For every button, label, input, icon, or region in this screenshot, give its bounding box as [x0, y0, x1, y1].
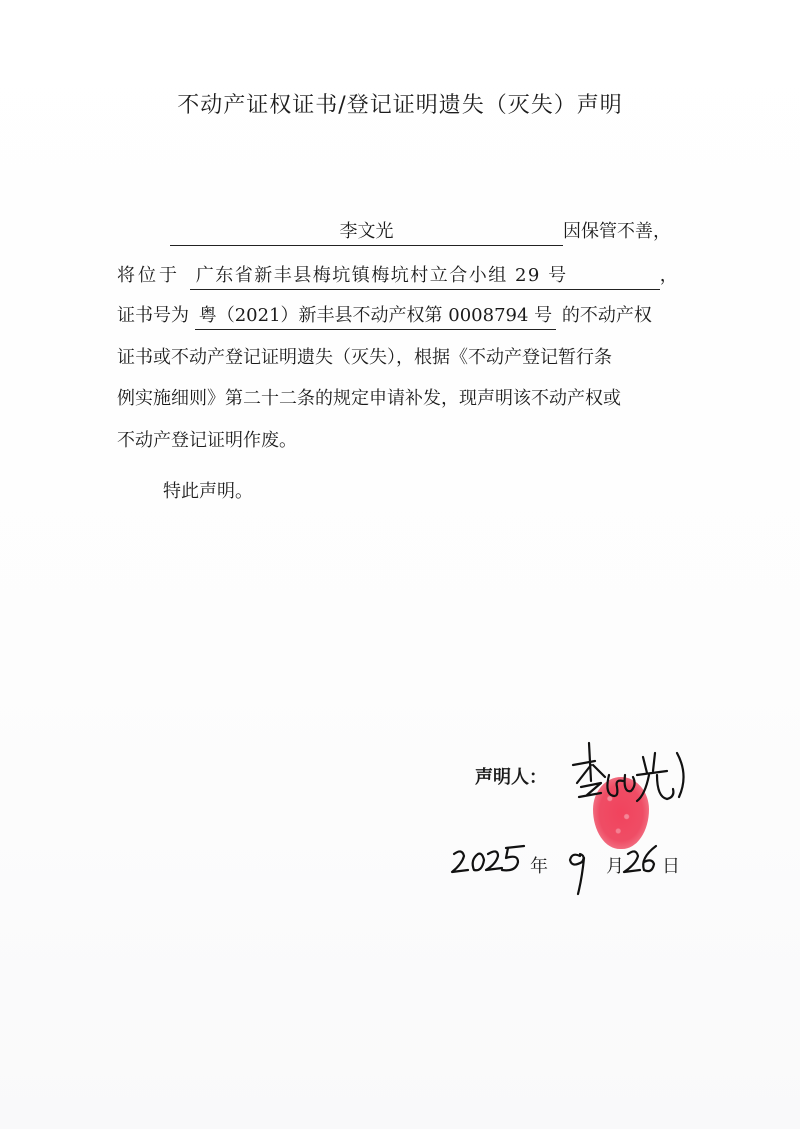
document-title: 不动产证权证书/登记证明遗失（灭失）声明 [177, 93, 623, 118]
body-line-4: 证书或不动产登记证明遗失（灭失），根据《不动产登记暂行条 [117, 347, 612, 368]
certificate-number: 粤（2021）新丰县不动产权第 0008794 号 [198, 305, 553, 326]
date-block [440, 838, 700, 908]
year-label: 年 [530, 856, 548, 877]
address-suffix: ， [659, 265, 678, 286]
handwritten-date-icon [440, 838, 700, 908]
property-address: 广东省新丰县梅坑镇梅坑村立合小组 29 号 [195, 265, 568, 286]
name-field [170, 220, 563, 246]
handwritten-signature-icon [567, 735, 707, 825]
cert-suffix: 的不动产权 [561, 305, 652, 326]
day-label: 日 [662, 856, 680, 877]
declarant-name: 李文光 [339, 221, 394, 242]
body-line-2 [117, 262, 678, 290]
certificate-number-field [195, 304, 556, 330]
body-line-7: 特此声明。 [163, 481, 253, 502]
declarant-label: 声明人： [475, 767, 547, 788]
body-line-3 [117, 302, 652, 330]
address-field [190, 264, 660, 290]
body-line-5: 例实施细则》第二十二条的规定申请补发，现声明该不动产权或 [117, 388, 621, 409]
body-line-6: 不动产登记证明作废。 [117, 430, 297, 451]
cert-prefix: 证书号为 [117, 305, 189, 326]
body-line-1 [170, 218, 671, 246]
location-prefix: 将位于 [117, 265, 180, 286]
month-label: 月 [606, 856, 624, 877]
reason-text: 因保管不善， [563, 221, 671, 242]
